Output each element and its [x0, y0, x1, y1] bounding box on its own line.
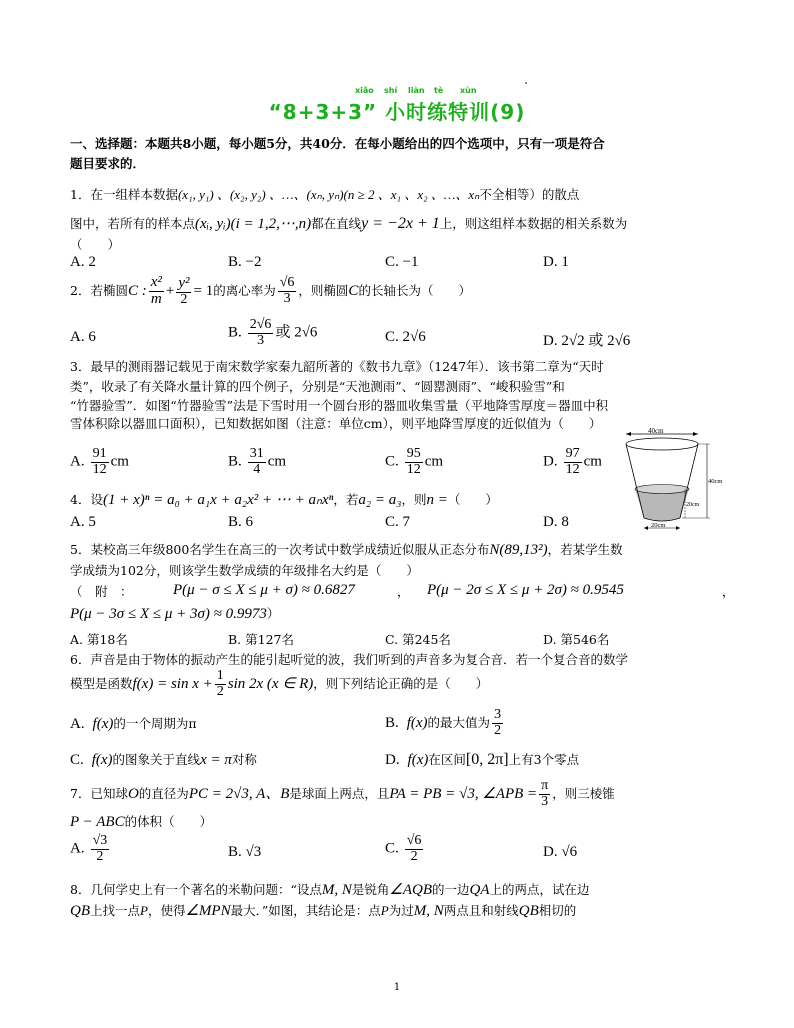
q3-option-b-num: 31: [249, 446, 264, 461]
q5-comma-2: ，: [722, 584, 735, 599]
q1-option-c: C. −1: [385, 254, 419, 270]
q6-line2-d: ，则下列结论正确的是（ ）: [313, 676, 489, 691]
q7-option-c-label: C.: [385, 840, 399, 857]
q2-frac-ecc-num: √6: [279, 275, 295, 291]
q6-option-d-f: f(x): [407, 752, 429, 768]
q7-frac-num: π: [541, 778, 549, 794]
q3-option-d: [543, 447, 602, 477]
q7-option-c-den: 2: [410, 848, 418, 864]
q5-option-d: D. 第546名: [543, 632, 610, 647]
q6-option-b-den: 2: [494, 723, 502, 738]
q6-option-c-line: x = π: [200, 752, 232, 768]
q7-sphere-o: O: [127, 786, 139, 802]
q3-option-c-num: 95: [406, 446, 421, 461]
q2-option-d: D. 2√2 或 2√6: [543, 333, 631, 349]
q2-ellipse-name-2: C: [348, 283, 359, 299]
q2-frac-ecc: [278, 276, 297, 306]
pinyin-lian: liàn: [408, 86, 425, 95]
q3-line3: “竹器验雪”．如图“竹器验雪”法是下雪时用一个圆台形的器皿收集雪量（平地降雪厚度＝器皿中积: [70, 398, 609, 413]
q8-angle-aqb: ∠AQB: [389, 882, 432, 898]
q5-option-b: B. 第127名: [228, 632, 294, 647]
q7-option-a-den: 2: [96, 848, 104, 864]
q2-text-c: 的离心率为: [213, 283, 276, 298]
q2-eq: = 1: [193, 283, 214, 299]
q4-option-c: C. 7: [385, 514, 411, 530]
q5-line1-a: 5．某校高三年级800名学生在高三的一次考试中数学成绩近似服从正态分布: [70, 542, 490, 557]
page-number: 1: [393, 982, 401, 993]
q3-option-c-unit: cm: [424, 453, 444, 470]
q2-frac-x-den: m: [150, 291, 162, 307]
q7-line1-e: 是球面上两点，且: [289, 786, 390, 801]
q2-option-b-rest: 或 2√6: [275, 324, 318, 341]
q4-option-d: D. 8: [543, 514, 569, 530]
top-dimension-label: 40cm: [648, 427, 664, 435]
q7-tetrahedron: P − ABC: [70, 814, 125, 830]
q2-option-b-frac: [248, 318, 274, 348]
q8-side-qa: QA: [469, 882, 490, 898]
q5-line1-c: ，若某学生数: [547, 542, 623, 557]
q7-line2-b: 的体积（ ）: [124, 814, 213, 829]
q5-prob-3sigma: P(μ − 3σ ≤ X ≤ μ + 3σ) ≈ 0.9973: [70, 606, 267, 622]
q8-line2-h: 为过: [388, 903, 414, 918]
q3-option-b-den: 4: [253, 461, 261, 477]
q7-condition: PA = PB = √3, ∠APB =: [389, 786, 538, 802]
q2-stem: [70, 273, 471, 309]
q4-text-a: 4．设: [70, 492, 103, 507]
q6-option-d: [385, 750, 579, 769]
q2-option-a: A. 6: [70, 329, 96, 345]
bottom-dimension-label: 20cm: [651, 522, 666, 529]
q1-line3: （ ）: [70, 237, 121, 252]
q7-line1: [70, 776, 615, 812]
q4-stem: [70, 490, 498, 509]
q8-point-p-2: P: [380, 903, 389, 918]
q6-option-c-f: f(x): [91, 752, 113, 768]
q1-line2: [70, 214, 627, 233]
q6-option-b-num: 3: [494, 707, 502, 723]
q6-option-d-end: 上有3个零点: [508, 752, 580, 767]
q8-ray-qb: QB: [518, 903, 539, 919]
q3-option-a-label: A.: [70, 453, 85, 470]
q7-option-a-frac: [91, 834, 110, 864]
q3-option-b-unit: cm: [267, 453, 287, 470]
q7-diameter: PC = 2√3, A、B: [188, 786, 290, 802]
q6-option-d-interval: [0, 2π]: [465, 751, 509, 768]
q2-frac-y-den: 2: [180, 291, 188, 307]
q4-option-a: A. 5: [70, 514, 96, 530]
q4-expansion: (1 + x)ⁿ = a₀ + a₁x + a₂x² + ⋯ + aₙxⁿ: [102, 492, 334, 508]
q1-option-a: A. 2: [70, 254, 96, 270]
q2-option-b-num: 2√6: [249, 317, 272, 332]
snow-surface: [635, 485, 689, 494]
q2-plus: +: [165, 283, 175, 299]
q7-option-a-num: √3: [92, 833, 108, 848]
q5-comma-1: ，: [397, 584, 410, 599]
pinyin-shi: shí: [384, 86, 398, 95]
q6-option-b-f: f(x): [406, 715, 428, 731]
page-title: “8+3+3” 小时练特训(9): [268, 100, 526, 124]
q3-option-a: [70, 447, 129, 477]
q8-line1-c: 是锐角: [351, 882, 390, 897]
q6-option-c-label: C.: [70, 752, 84, 768]
q3-line1: 3．最早的测雨器记载见于南宋数学家秦九韶所著的《数书九章》（1247年）．该书第二章为“天时: [70, 359, 604, 374]
q2-text-f: 的长轴长为（ ）: [358, 283, 471, 298]
q3-option-a-num: 91: [92, 446, 107, 461]
q8-line2: [70, 901, 576, 920]
q3-option-a-den: 12: [92, 461, 107, 477]
q5-line4: [70, 604, 279, 623]
q2-frac-x-num: x²: [150, 274, 162, 291]
q3-line4: 雪体积除以器皿口面积），已知数据如图（注意：单位cm），则平地降雪厚度的近似值为（ ）: [70, 416, 602, 431]
q5-line3: [70, 582, 735, 600]
q7-line2: [70, 812, 212, 831]
q1-sample-point: (xᵢ, yᵢ)(i = 1,2,⋯,n): [195, 216, 312, 232]
q5-normal-dist: N(89,13²): [489, 542, 548, 558]
q2-text-a: 2．若椭圆: [70, 283, 128, 298]
q4-text-g: （ ）: [447, 492, 498, 507]
q3-option-d-unit: cm: [583, 453, 602, 470]
q6-line2: [70, 665, 488, 703]
q7-option-c-num: √6: [406, 833, 422, 848]
q2-frac-y: [176, 276, 191, 307]
q6-frac-half: [215, 669, 226, 699]
q7-option-b: B. √3: [228, 844, 262, 860]
title-block: [0, 96, 794, 125]
top-arrow-right: [693, 432, 698, 436]
q5-line1: [70, 540, 623, 559]
q2-frac-ecc-den: 3: [283, 291, 291, 306]
q3-option-b-label: B.: [228, 453, 242, 470]
q7-line1-c: 的直径为: [138, 786, 189, 801]
q3-option-a-frac: [91, 447, 109, 477]
q2-text-d: ，则椭圆: [298, 283, 349, 298]
q1-option-b: B. −2: [228, 254, 262, 270]
q1-line-equation: y = −2x + 1: [361, 215, 440, 232]
q3-line2: 类”，收录了有关降水量计算的四个例子，分别是“天池测雨”、“圆罂测雨”、“峻积验雪”和: [70, 379, 565, 394]
q6-option-c: [70, 750, 257, 769]
q7-option-c-frac: [405, 834, 424, 864]
q6-option-a: [70, 714, 197, 733]
q6-line1: 6．声音是由于物体的振动产生的能引起听觉的波，我们听到的声音多为复合音．若一个复合音的数学: [70, 652, 628, 667]
q7-option-c: [385, 834, 425, 864]
q1-text-a: 1．在一组样本数据: [70, 187, 178, 202]
scan-dot: [525, 82, 527, 84]
q4-text-c: ，若: [333, 492, 359, 507]
q1-line2-a: 图中，若所有的样本点: [70, 216, 196, 231]
q6-frac-num: 1: [216, 668, 224, 684]
q8-line1-a: 8．几何学史上有一个著名的米勒问题：“设点: [70, 882, 322, 897]
q5-line2: 学成绩为102分，则该学生数学成绩的年级排名大约是（ ）: [70, 563, 419, 578]
q8-line2-b: 上找一点: [90, 903, 141, 918]
q6-function: f(x) = sin x +: [132, 676, 213, 692]
q3-option-c-frac: [405, 447, 423, 477]
pinyin-xun: xùn: [460, 86, 477, 95]
q3-option-d-den: 12: [565, 461, 580, 477]
q3-option-c-den: 12: [406, 461, 421, 477]
snow-height-label: 20cm: [686, 502, 700, 508]
q1-line1: [70, 184, 579, 203]
q5-option-a: A. 第18名: [70, 632, 128, 647]
q5-line3-a: （ 附 ：: [70, 584, 133, 599]
q3-option-d-frac: [564, 447, 582, 477]
q6-option-b-text: 的最大值为: [427, 715, 491, 730]
q2-frac-x: [149, 275, 164, 308]
section-heading-line2: 题目要求的．: [70, 156, 146, 171]
q8-line1: [70, 880, 590, 899]
q8-line2-l: 相切的: [538, 903, 577, 918]
q4-option-b: B. 6: [228, 514, 254, 530]
q1-option-d: D. 1: [543, 254, 569, 270]
rim-ellipse: [626, 438, 698, 450]
q5-prob-2sigma: P(μ − 2σ ≤ X ≤ μ + 2σ) ≈ 0.9545: [427, 582, 624, 598]
height-label: 40cm: [708, 478, 723, 485]
q3-option-b-frac: [248, 447, 266, 477]
q2-ellipse-name: C :: [127, 283, 147, 299]
q5-line4-end: ）: [266, 606, 280, 621]
q8-point-p: P: [140, 903, 148, 918]
q8-line2-j: 两点且和射线: [443, 903, 519, 918]
q4-text-e: ，则: [401, 492, 427, 507]
q6-option-b-frac: [492, 708, 503, 738]
q8-side-qb: QB: [70, 903, 90, 919]
section-heading-line1: 一、选择题：本题共8小题，每小题5分，共40分．在每小题给出的四个选项中，只有一项是符合: [70, 136, 605, 151]
q6-option-d-label: D.: [385, 752, 400, 768]
q8-points-mn-2: M, N: [413, 903, 444, 919]
q7-option-d: D. √6: [543, 844, 578, 860]
top-arrow-left: [626, 432, 631, 436]
bucket-figure: [610, 426, 723, 536]
q8-line2-d: ，使得: [147, 903, 186, 918]
q1-text-c: 不全相等）的散点: [479, 187, 580, 202]
q6-option-b-label: B.: [385, 715, 399, 731]
bottom-arrow-left: [644, 526, 648, 530]
bottom-arrow-right: [676, 526, 680, 530]
q1-data-points: (x₁, y₁) 、(x₂, y₂) 、…、(xₙ, yₙ)(n ≥ 2 、x₁ 、x₂ 、…、xₙ: [177, 187, 480, 202]
q7-frac-pi3: [539, 779, 550, 809]
q8-line1-e: 的一边: [431, 882, 470, 897]
q6-frac-den: 2: [216, 684, 224, 699]
q6-line2-a: 模型是函数: [70, 676, 133, 691]
q3-option-b: [228, 447, 286, 477]
q6-option-c-text: 的图象关于直线: [112, 752, 201, 767]
q8-line1-g: 上的两点，试在边: [489, 882, 590, 897]
q2-option-b-den: 3: [257, 332, 265, 348]
q3-option-d-num: 97: [565, 446, 580, 461]
q5-prob-1sigma: P(μ − σ ≤ X ≤ μ + σ) ≈ 0.6827: [173, 582, 355, 598]
q7-frac-den: 3: [541, 794, 549, 809]
q3-option-c: [385, 447, 443, 477]
q6-option-a-f: f(x): [92, 716, 114, 732]
q8-points-mn: M, N: [321, 882, 352, 898]
q2-option-b: [228, 318, 317, 348]
q5-option-c: C. 第245名: [385, 632, 451, 647]
q8-line2-f: 最大．”如图，其结论是：点: [230, 903, 381, 918]
q3-option-c-label: C.: [385, 453, 399, 470]
pinyin-te: tè: [434, 86, 444, 95]
pinyin-xiao: xiǎo: [355, 86, 374, 95]
q3-option-a-unit: cm: [110, 453, 129, 470]
q6-option-d-text: 在区间: [428, 752, 466, 767]
q7-option-a-label: A.: [70, 840, 85, 857]
q4-n-eq: n =: [426, 492, 448, 508]
q4-condition: a₂ = a₃: [358, 492, 402, 508]
q7-line1-a: 7．已知球: [70, 786, 128, 801]
q7-option-a: [70, 834, 111, 864]
q3-option-d-label: D.: [543, 453, 558, 470]
q2-option-b-label: B.: [228, 324, 242, 341]
q7-line1-g: ，则三棱锥: [552, 786, 615, 801]
q6-option-a-text: 的一个周期为π: [113, 716, 197, 731]
q2-option-c: C. 2√6: [385, 329, 426, 345]
q6-option-b: [385, 706, 505, 740]
q6-function-rest: sin 2x (x ∈ R): [227, 676, 314, 692]
q2-frac-y-num: y²: [178, 274, 190, 291]
q1-line2-e: 上，则这组样本数据的相关系数为: [439, 216, 628, 231]
q8-angle-mpn: ∠MPN: [185, 903, 231, 919]
q6-option-c-end: 对称: [231, 752, 257, 767]
left-wall: [626, 444, 644, 518]
q6-option-a-label: A.: [70, 716, 85, 732]
q1-line2-c: 都在直线: [311, 216, 362, 231]
